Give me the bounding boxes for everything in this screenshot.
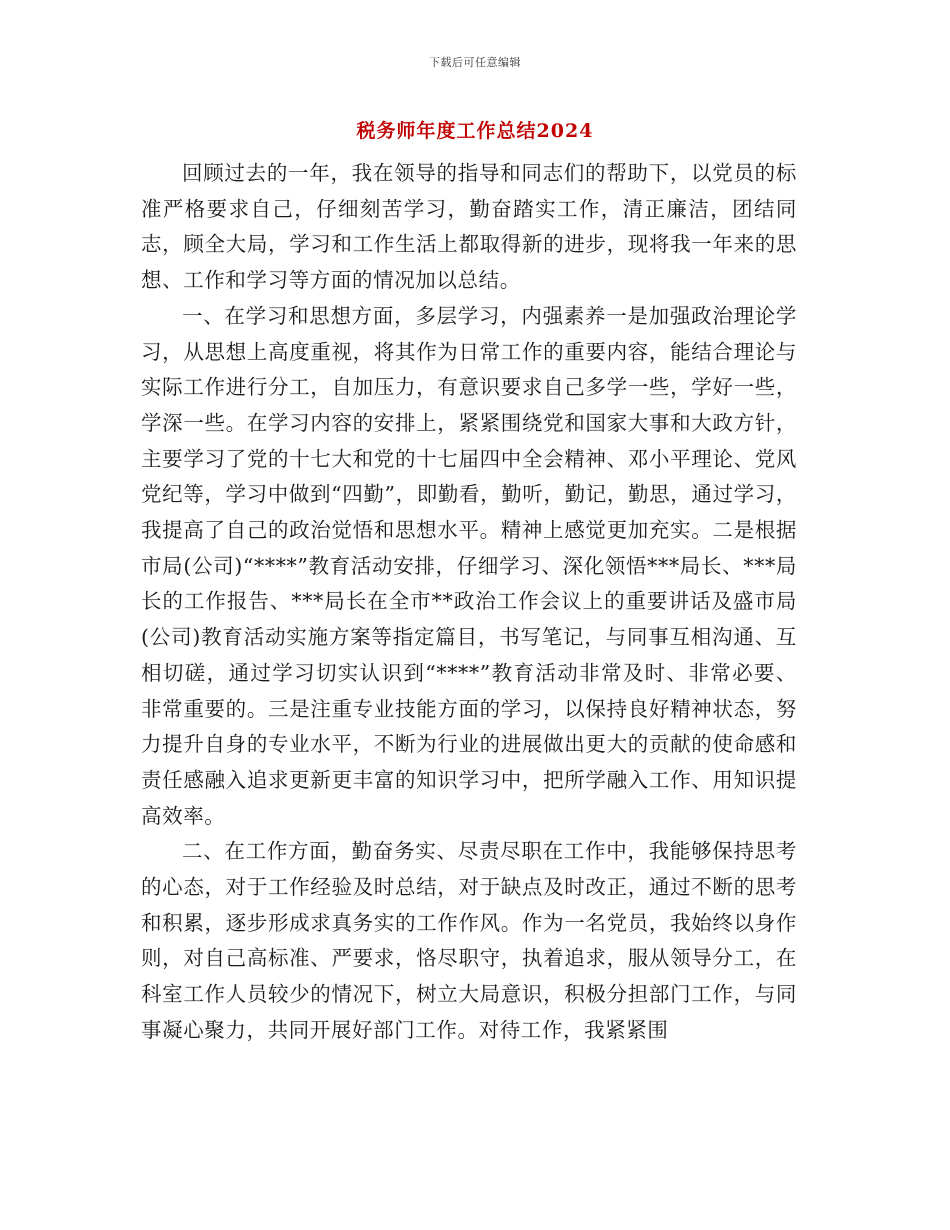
paragraph-work: 二、在工作方面，勤奋务实、尽责尽职在工作中，我能够保持思考的心态，对于工作经验及时总结，对于缺点及时改正，通过不断的思考和积累，逐步形成求真务实的工作作风。作为一名党员，我始终以身作则，对自己高标准、严要求，恪尽职守，执着追求，服从领导分工，在科室工作人员较少的情况下，树立大局意识，积极分担部门工作，与同事凝心聚力，共同开展好部门工作。对待工作，我紧紧围 [141, 839, 797, 1042]
document-title: 税务师年度工作总结2024 [356, 120, 594, 142]
paragraph-study-and-thought: 一、在学习和思想方面，多层学习，内强素养一是加强政治理论学习，从思想上高度重视，将其作为日常工作的重要内容，能结合理论与实际工作进行分工，自加压力，有意识要求自己多学一些，学好一些，学深一些。在学习内容的安排上，紧紧围绕党和国家大事和大政方针，主要学习了党的十七大和党的十七届四中全会精神、邓小平理论、党风党纪等，学习中做到“四勤”，即勤看，勤听，勤记，勤思，通过学习，我提高了自己的政治觉悟和思想水平。精神上感觉更加充实。二是根据市局(公司)“****”教育活动安排，仔细学习、深化领悟***局长、***局长的工作报告、***局长在全市**政治工作会议上的重要讲话及盛市局(公司)教育活动实施方案等指定篇目，书写笔记，与同事互相沟通、互相切磋，通过学习切实认识到“****”教育活动非常及时、非常必要、非常重要的。三是注重专业技能方面的学习，以保持良好精神状态，努力提升自身的专业水平，不断为行业的进展做出更大的贡献的使命感和责任感融入追求更新更丰富的知识学习中，把所学融入工作、用知识提高效率。 [141, 303, 797, 828]
paragraph-intro: 回顾过去的一年，我在领导的指导和同志们的帮助下，以党员的标准严格要求自己，仔细刻苦学习，勤奋踏实工作，清正廉洁，团结同志，顾全大局，学习和工作生活上都取得新的进步，现将我一年来的思想、工作和学习等方面的情况加以总结。 [141, 161, 797, 293]
page-header-note: 下载后可任意编辑 [429, 56, 521, 69]
document-body [141, 156, 797, 1049]
